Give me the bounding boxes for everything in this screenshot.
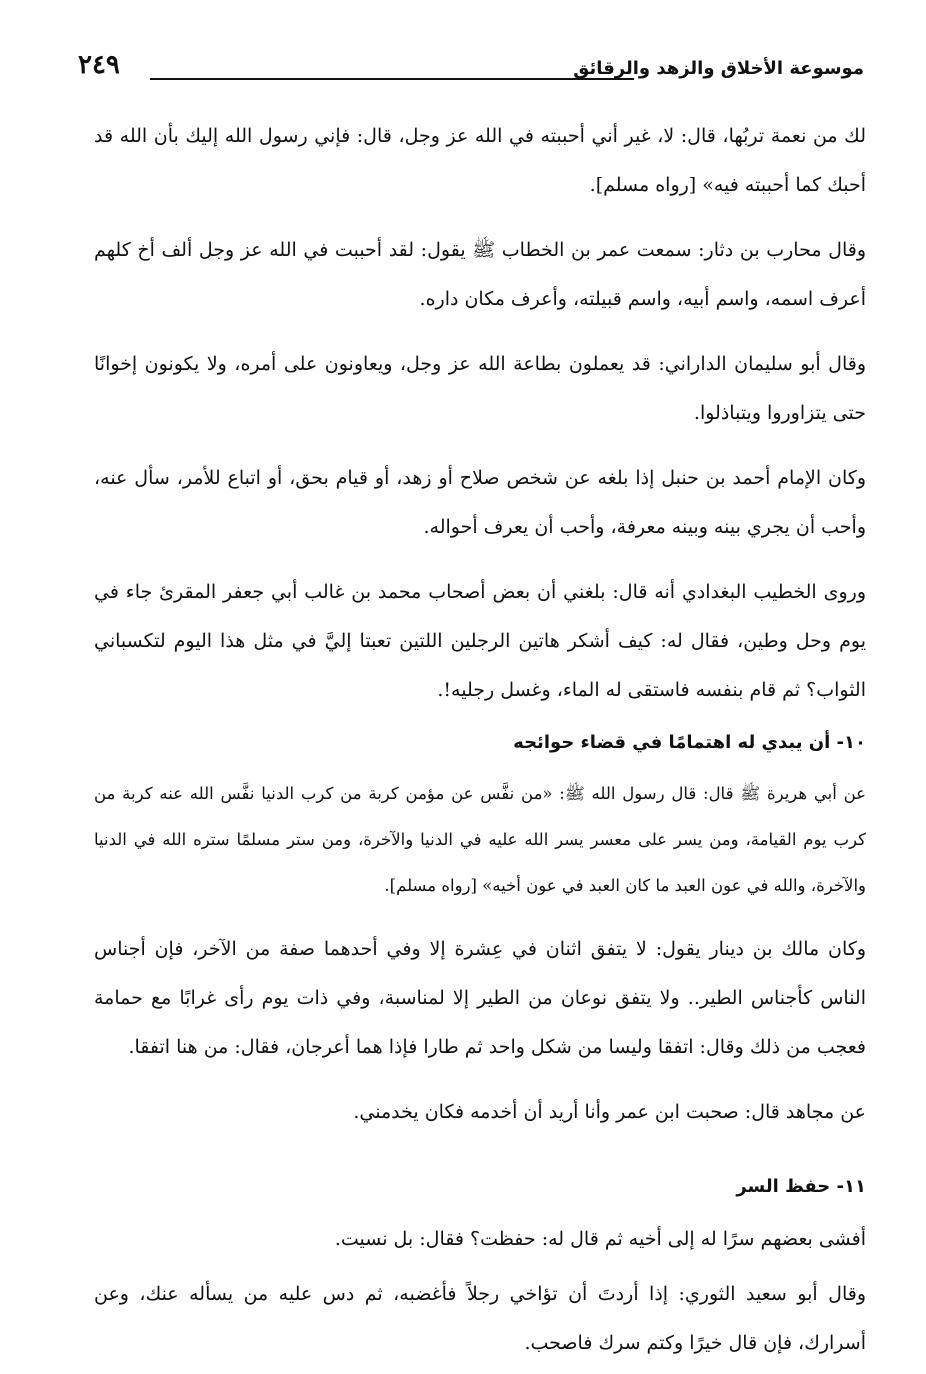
hadith-paragraph: عن أبي هريرة ﷺ قال: قال رسول الله ﷺ: «من نفَّس عن مؤمن كربة من كرب الدنيا نفَّس الله عنه كربة من كرب يوم القيامة، ومن يسر على معسر يسر الله عليه في الدنيا والآخرة، ومن ستر مسلمًا ستره الله في الدنيا والآخرة، والله في عون العبد ما كان العبد في عون أخيه» [رواه مسلم]. <box>94 784 866 895</box>
paragraph: وكان مالك بن دينار يقول: لا يتفق اثنان في عِشرة إلا وفي أحدهما صفة من الآخر، فإن أجناس الناس كأجناس الطير.. ولا يتفق نوعان من الطير إلا لمناسبة، وفي ذات يوم رأى غرابًا مع حمامة فعجب من ذلك وقال: اتفقا وليسا من شكل واحد ثم طارا فإذا هما أعرجان، فقال: من هنا اتفقا. <box>94 938 866 1058</box>
header-rule <box>150 78 634 80</box>
page-body <box>94 112 866 1374</box>
page-header <box>78 44 864 90</box>
paragraph: أفشى بعضهم سرًا له إلى أخيه ثم قال له: حفظت؟ فقال: بل نسيت. <box>334 1228 866 1250</box>
paragraph: عن مجاهد قال: صحبت ابن عمر وأنا أريد أن أخدمه فكان يخدمني. <box>353 1101 866 1123</box>
paragraph: وقال أبو سعيد الثوري: إذا أردتَ أن تؤاخي رجلاً فأغضبه، ثم دس عليه من يسأله عنك، وعن أسرارك، فإن قال خيرًا وكتم سرك فاصحب. <box>94 1283 866 1354</box>
section-heading: ١٠- أن يبدي له اهتمامًا في قضاء حوائجه <box>513 732 866 753</box>
paragraph: وروى الخطيب البغدادي أنه قال: بلغني أن بعض أصحاب محمد بن غالب أبي جعفر المقرئ جاء في يوم وحل وطين، فقال له: كيف أشكر هاتين الرجلين اللتين تعبتا إليَّ في مثل هذا اليوم لتكسباني الثواب؟ ثم قام بنفسه فاستقى له الماء، وغسل رجليه!. <box>94 581 866 701</box>
paragraph: لك من نعمة تربُها، قال: لا، غير أني أحببته في الله عز وجل، قال: فإني رسول الله إليك بأن الله قد أحبك كما أحببته فيه» [رواه مسلم]. <box>94 125 866 196</box>
page-number: ٢٤٩ <box>78 50 120 80</box>
paragraph: وكان الإمام أحمد بن حنبل إذا بلغه عن شخص صلاح أو زهد، أو قيام بحق، أو اتباع للأمر، سأل عنه، وأحب أن يجري بينه وبينه معرفة، وأحب أن يعرف أحواله. <box>94 467 866 538</box>
section-heading: ١١- حفظ السر <box>736 1176 866 1197</box>
running-title: موسوعة الأخلاق والزهد والرقائق <box>573 58 864 79</box>
paragraph: وقال أبو سليمان الداراني: قد يعملون بطاعة الله عز وجل، ويعاونون على أمره، ولا يكونون إخوانًا حتى يتزاوروا ويتباذلوا. <box>94 353 866 424</box>
paragraph: وقال محارب بن دثار: سمعت عمر بن الخطاب ﷺ يقول: لقد أحببت في الله عز وجل ألف أخ كلهم أعرف اسمه، واسم أبيه، واسم قبيلته، وأعرف مكان داره. <box>94 239 866 310</box>
